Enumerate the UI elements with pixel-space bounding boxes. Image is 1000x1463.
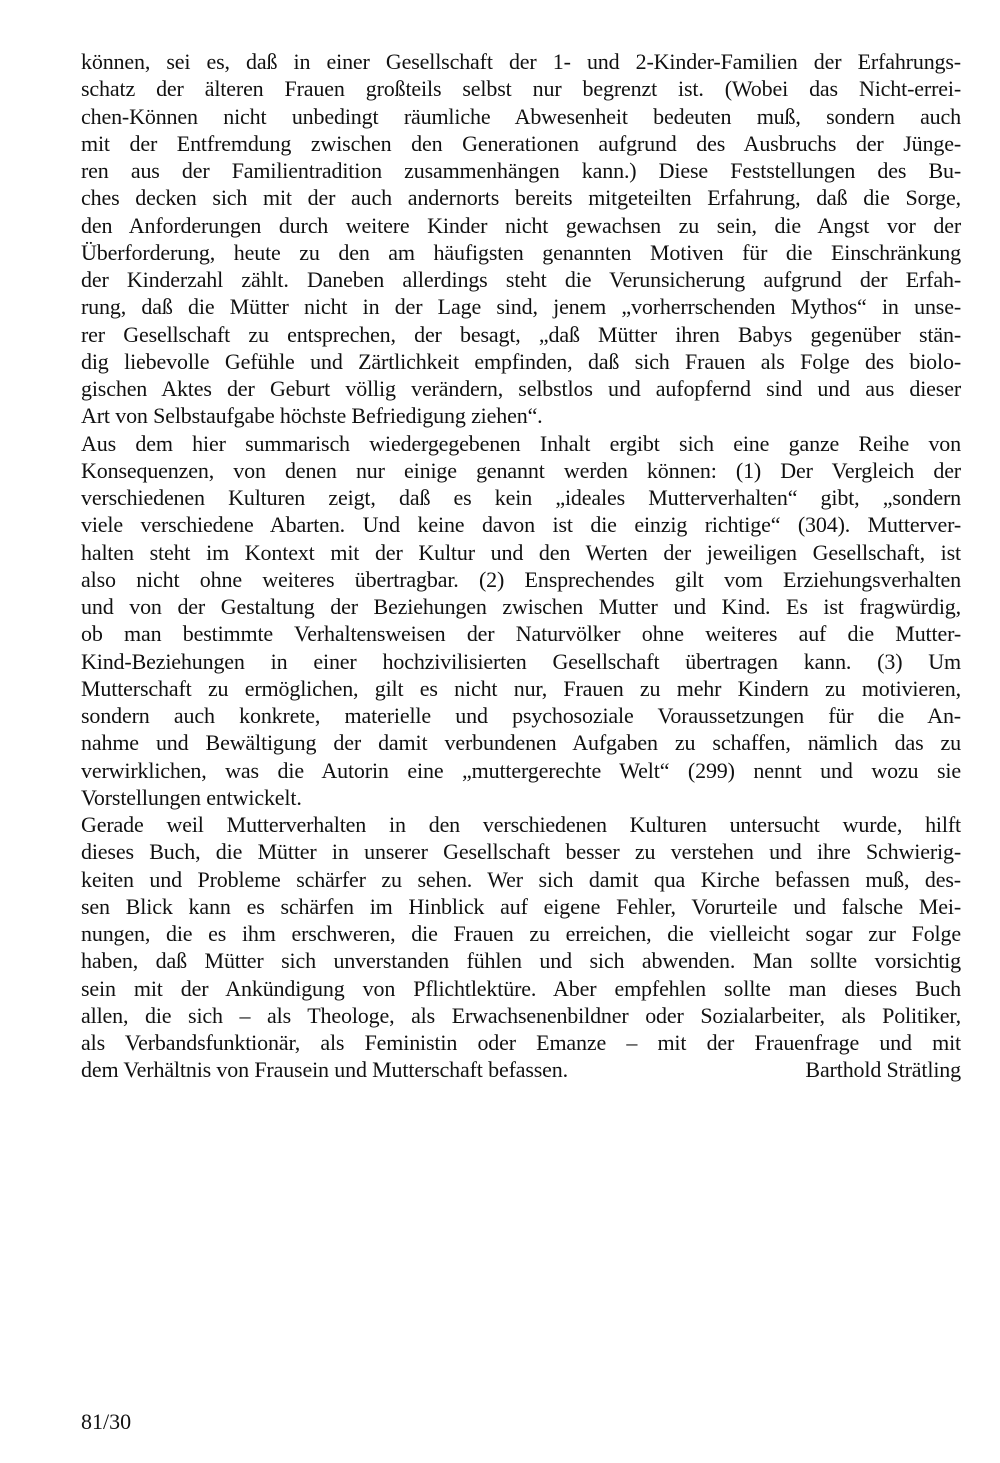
text-line: rung, daß die Mütter nicht in der Lage sind, jenem „vorherrschenden Mythos“ in unse- <box>81 294 961 320</box>
text-line: ob man bestimmte Verhaltensweisen der Naturvölker ohne weiteres auf die Mutter- <box>81 621 961 647</box>
text-line: viele verschiedene Abarten. Und keine davon ist die einzig richtige“ (304). Mutterver- <box>81 512 961 538</box>
text-line: also nicht ohne weiteres übertragbar. (2) Ensprechendes gilt vom Erziehungsverhalten <box>81 566 961 592</box>
text-line: können, sei es, daß in einer Gesellschaft der 1- und 2-Kinder-Familien der Erfahrungs- <box>81 49 961 74</box>
text-line: Kind-Beziehungen in einer hochzivilisierten Gesellschaft übertragen kann. (3) Um <box>81 648 961 674</box>
text-line: verwirklichen, was die Autorin eine „muttergerechte Welt“ (299) nennt und wozu sie <box>81 757 961 783</box>
text-line: sein mit der Ankündigung von Pflichtlektüre. Aber empfehlen sollte man dieses Buch <box>81 975 961 1001</box>
text-line: als Verbandsfunktionär, als Feministin oder Emanze – mit der Frauenfrage und mit <box>81 1030 961 1055</box>
text-line: allen, die sich – als Theologe, als Erwachsenenbildner oder Sozialarbeiter, als Politiker, <box>81 1002 961 1028</box>
text-line: dig liebevolle Gefühle und Zärtlichkeit empfinden, daß sich Frauen als Folge des biolo- <box>81 348 961 374</box>
text-line: Gerade weil Mutterverhalten in den verschiedenen Kulturen untersucht wurde, hilft <box>81 812 961 837</box>
review-text <box>81 48 961 1084</box>
text-line: den Anforderungen durch weitere Kinder nicht gewachsen zu sein, die Angst vor der <box>81 212 961 238</box>
text-line: Mutterschaft zu ermöglichen, gilt es nicht nur, Frauen zu mehr Kindern zu motivieren, <box>81 675 961 701</box>
author-signature: Barthold Strätling <box>805 1057 961 1083</box>
text-line: halten steht im Kontext mit der Kultur und den Werten der jeweiligen Gesellschaft, ist <box>81 539 961 565</box>
signed-line <box>81 1056 961 1083</box>
page-number: 81/30 <box>81 1409 132 1434</box>
text-line: Überforderung, heute zu den am häufigsten genannten Motiven für die Einschränkung <box>81 239 961 265</box>
text-line: rer Gesellschaft zu entsprechen, der besagt, „daß Mütter ihren Babys gegenüber stän- <box>81 321 961 347</box>
text-line: haben, daß Mütter sich unverstanden fühlen und sich abwenden. Man sollte vorsichtig <box>81 948 961 974</box>
text-line: ches decken sich mit der auch andernorts bereits mitgeteilten Erfahrung, daß die Sorge, <box>81 185 961 211</box>
paragraph-1 <box>81 48 961 430</box>
text-line: ren aus der Familientradition zusammenhängen kann.) Diese Feststellungen des Bu- <box>81 158 961 183</box>
text-line: der Kinderzahl zählt. Daneben allerdings steht die Verunsicherung aufgrund der Erfah- <box>81 267 961 292</box>
text-line: gischen Aktes der Geburt völlig verändern, selbstlos und aufopfernd sind und aus dieser <box>81 376 961 401</box>
text-line: mit der Entfremdung zwischen den Generationen aufgrund des Ausbruchs der Jünge- <box>81 130 961 156</box>
text-line: verschiedenen Kulturen zeigt, daß es kein „ideales Mutterverhalten“ gibt, „sondern <box>81 485 961 510</box>
text-line: schatz der älteren Frauen großteils selbst nur begrenzt ist. (Wobei das Nicht-errei- <box>81 76 961 102</box>
paragraph-3 <box>81 811 961 1084</box>
text-line: Konsequenzen, von denen nur einige genannt werden können: (1) Der Vergleich der <box>81 457 961 483</box>
text-line: keiten und Probleme schärfer zu sehen. Wer sich damit qua Kirche befassen muß, des- <box>81 866 961 892</box>
text-line: Art von Selbstaufgabe höchste Befriedigung ziehen“. <box>81 403 543 429</box>
text-line: Vorstellungen entwickelt. <box>81 784 302 810</box>
text-line: und von der Gestaltung der Beziehungen zwischen Mutter und Kind. Es ist fragwürdig, <box>81 594 961 619</box>
final-sentence: dem Verhältnis von Frausein und Mutterschaft befassen. <box>81 1057 568 1083</box>
text-line: Aus dem hier summarisch wiedergegebenen Inhalt ergibt sich eine ganze Reihe von <box>81 430 961 456</box>
text-line: dieses Buch, die Mütter in unserer Gesellschaft besser zu verstehen und ihre Schwierig- <box>81 839 961 865</box>
text-line: chen-Können nicht unbedingt räumliche Abwesenheit bedeuten muß, sondern auch <box>81 103 961 129</box>
text-line: sen Blick kann es schärfen im Hinblick auf eigene Fehler, Vorurteile und falsche Mei- <box>81 893 961 919</box>
text-line: nungen, die es ihm erschweren, die Frauen zu erreichen, die vielleicht sogar zur Folge <box>81 921 961 946</box>
paragraph-2 <box>81 430 961 812</box>
text-line: nahme und Bewältigung der damit verbundenen Aufgaben zu schaffen, nämlich das zu <box>81 730 961 756</box>
text-line: sondern auch konkrete, materielle und psychosoziale Voraussetzungen für die An- <box>81 703 961 728</box>
